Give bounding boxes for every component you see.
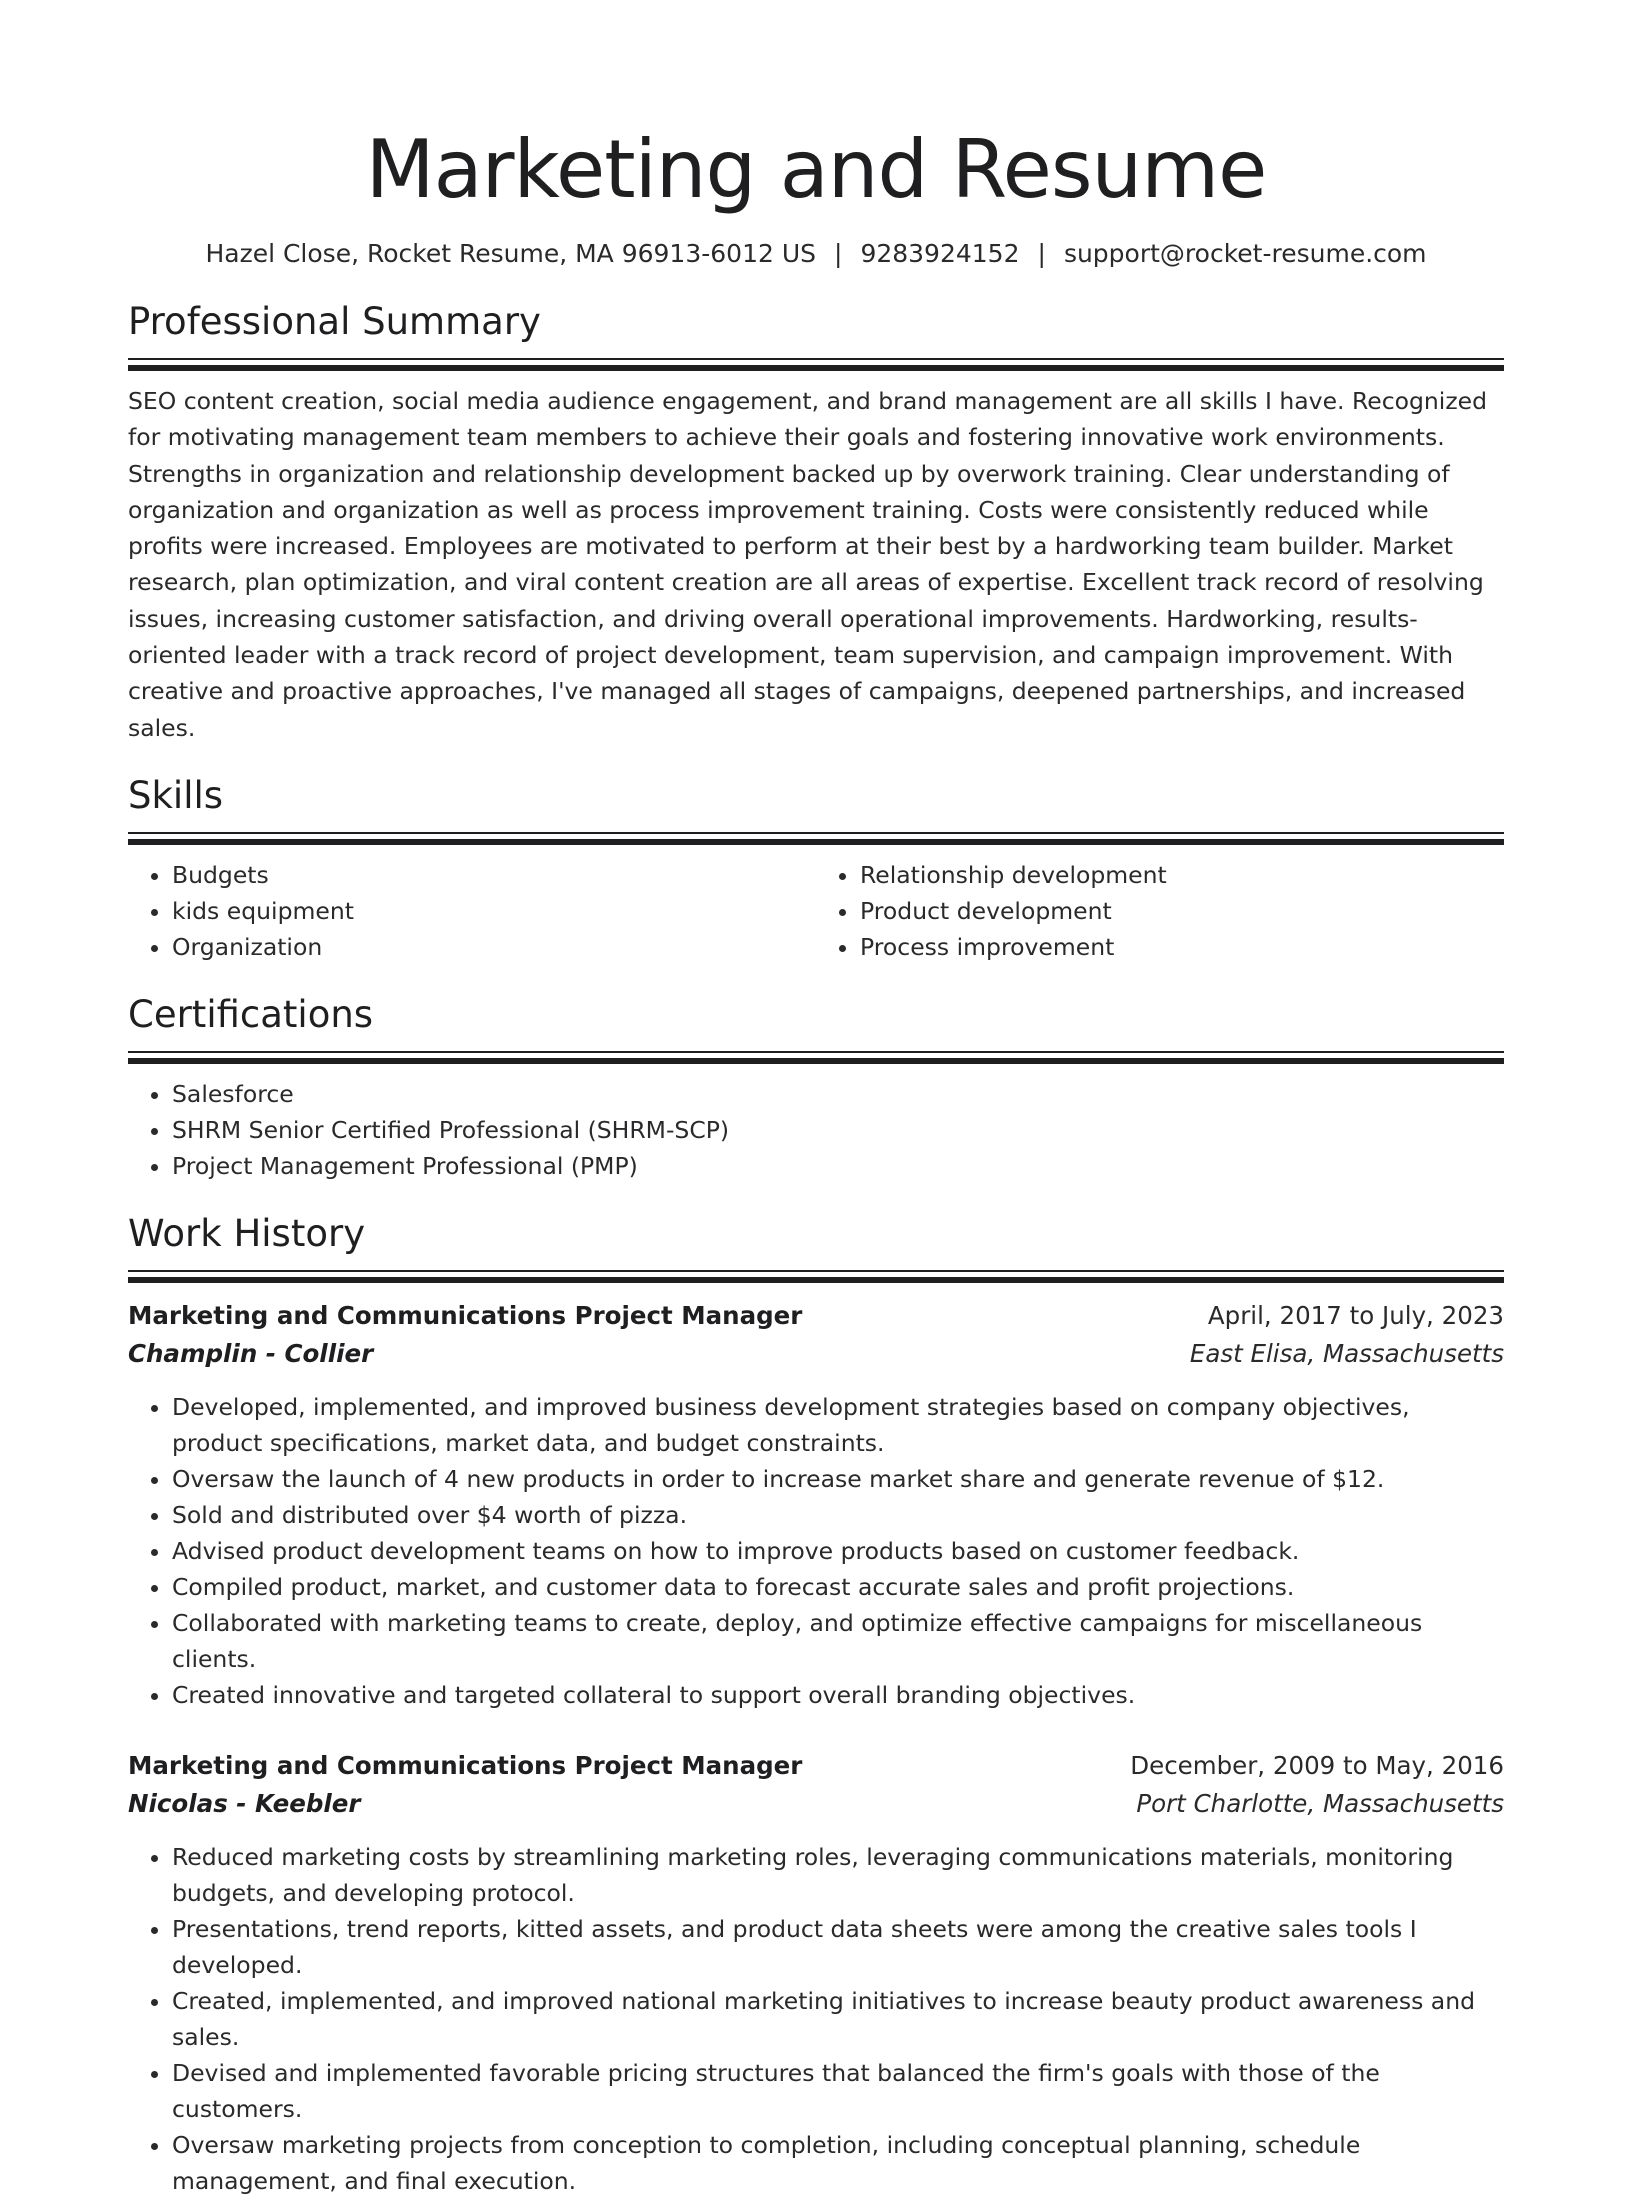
resume-name: Marketing and Resume <box>365 123 1267 216</box>
contact-separator: | <box>1037 239 1046 268</box>
skills-list-right <box>816 857 1504 965</box>
job-bullet: • Devised and implemented favorable pricing structures that balanced the firm's goals with those of the customers. <box>172 2055 1504 2127</box>
job-title: Marketing and Communications Project Manager <box>128 1750 803 1780</box>
section-divider-thick <box>128 1058 1504 1064</box>
section-divider-thick <box>128 839 1504 845</box>
job-bullet: • Created innovative and targeted collateral to support overall branding objectives. <box>172 1677 1504 1713</box>
contact-email[interactable]: support@rocket-resume.com <box>1063 239 1427 268</box>
job-dates: December, 2009 to May, 2016 <box>1130 1750 1504 1780</box>
work-history-heading: Work History <box>128 1211 366 1255</box>
certifications-heading: Certifications <box>128 992 374 1036</box>
job-entry <box>128 1297 1504 1713</box>
work-history-section <box>128 1210 1504 2199</box>
job-bullet: • Advised product development teams on how to improve products based on customer feedback. <box>172 1533 1504 1569</box>
certification-item: • Salesforce <box>172 1076 1504 1112</box>
section-divider <box>128 358 1504 360</box>
certification-item: • Project Management Professional (PMP) <box>172 1148 1504 1184</box>
job-location: Port Charlotte, Massachusetts <box>1136 1788 1504 1818</box>
certifications-list <box>128 1076 1504 1184</box>
contact-separator: | <box>834 239 843 268</box>
summary-text: SEO content creation, social media audience engagement, and brand management are all skills I have. Recognized for motivating management team members to achieve their goals and fostering innovative work environments. Strengths in organization and relationship development backed up by overwork training. Clear understanding of organization and organization as well as process improvement training. Costs were consistently reduced while profits were increased. Employees are motivated to perform at their best by a hardworking team builder. Market research, plan optimization, and viral content creation are all areas of expertise. Excellent track record of resolving issues, increasing customer satisfaction, and driving overall operational improvements. Hardworking, results-oriented leader with a track record of project development, team supervision, and campaign improvement. With creative and proactive approaches, I've managed all stages of campaigns, deepened partnerships, and increased sales. <box>128 387 1488 742</box>
job-company: Nicolas - Keebler <box>128 1788 361 1818</box>
skills-section <box>128 772 1504 965</box>
contact-line <box>128 236 1504 272</box>
contact-address: Hazel Close, Rocket Resume, MA 96913-6012 US <box>205 239 816 268</box>
job-entry <box>128 1747 1504 2199</box>
job-bullet: • Collaborated with marketing teams to create, deploy, and optimize effective campaigns for miscellaneous clients. <box>172 1605 1504 1677</box>
skill-item: • Product development <box>860 893 1504 929</box>
contact-phone: 9283924152 <box>860 239 1020 268</box>
job-bullet: • Compiled product, market, and customer data to forecast accurate sales and profit projections. <box>172 1569 1504 1605</box>
skill-item: • Budgets <box>172 857 816 893</box>
job-bullet: • Oversaw marketing projects from conception to completion, including conceptual planning, schedule management, and final execution. <box>172 2127 1504 2199</box>
job-bullet: • Developed, implemented, and improved business development strategies based on company objectives, product specifications, market data, and budget constraints. <box>172 1389 1504 1461</box>
resume-page <box>128 0 1504 2199</box>
job-bullet: • Created, implemented, and improved national marketing initiatives to increase beauty product awareness and sales. <box>172 1983 1504 2055</box>
job-header-row <box>128 1747 1504 1785</box>
certification-item: • SHRM Senior Certified Professional (SHRM-SCP) <box>172 1112 1504 1148</box>
job-header-row <box>128 1297 1504 1335</box>
skill-item: • Relationship development <box>860 857 1504 893</box>
job-company: Champlin - Collier <box>128 1338 374 1368</box>
section-divider <box>128 832 1504 834</box>
job-company-row <box>128 1785 1504 1823</box>
job-bullet: • Reduced marketing costs by streamlining marketing roles, leveraging communications materials, monitoring budgets, and developing protocol. <box>172 1839 1504 1911</box>
skill-item: • kids equipment <box>172 893 816 929</box>
section-divider-thick <box>128 365 1504 371</box>
section-divider <box>128 1270 1504 1272</box>
job-bullet: • Oversaw the launch of 4 new products in order to increase market share and generate revenue of $12. <box>172 1461 1504 1497</box>
skills-list-left <box>128 857 816 965</box>
skills-columns <box>128 857 1504 965</box>
certifications-section <box>128 991 1504 1184</box>
summary-heading: Professional Summary <box>128 300 541 343</box>
job-bullets <box>128 1839 1504 2199</box>
section-divider <box>128 1051 1504 1053</box>
job-dates: April, 2017 to July, 2023 <box>1207 1300 1504 1330</box>
job-location: East Elisa, Massachusetts <box>1189 1338 1504 1368</box>
skills-heading: Skills <box>128 773 224 817</box>
job-bullet: • Presentations, trend reports, kitted assets, and product data sheets were among the creative sales tools I developed. <box>172 1911 1504 1983</box>
summary-section <box>128 298 1504 746</box>
skill-item: • Organization <box>172 929 816 965</box>
job-company-row <box>128 1335 1504 1373</box>
job-bullet: • Sold and distributed over $4 worth of pizza. <box>172 1497 1504 1533</box>
skill-item: • Process improvement <box>860 929 1504 965</box>
job-bullets <box>128 1389 1504 1713</box>
job-title: Marketing and Communications Project Manager <box>128 1300 803 1330</box>
section-divider-thick <box>128 1277 1504 1283</box>
